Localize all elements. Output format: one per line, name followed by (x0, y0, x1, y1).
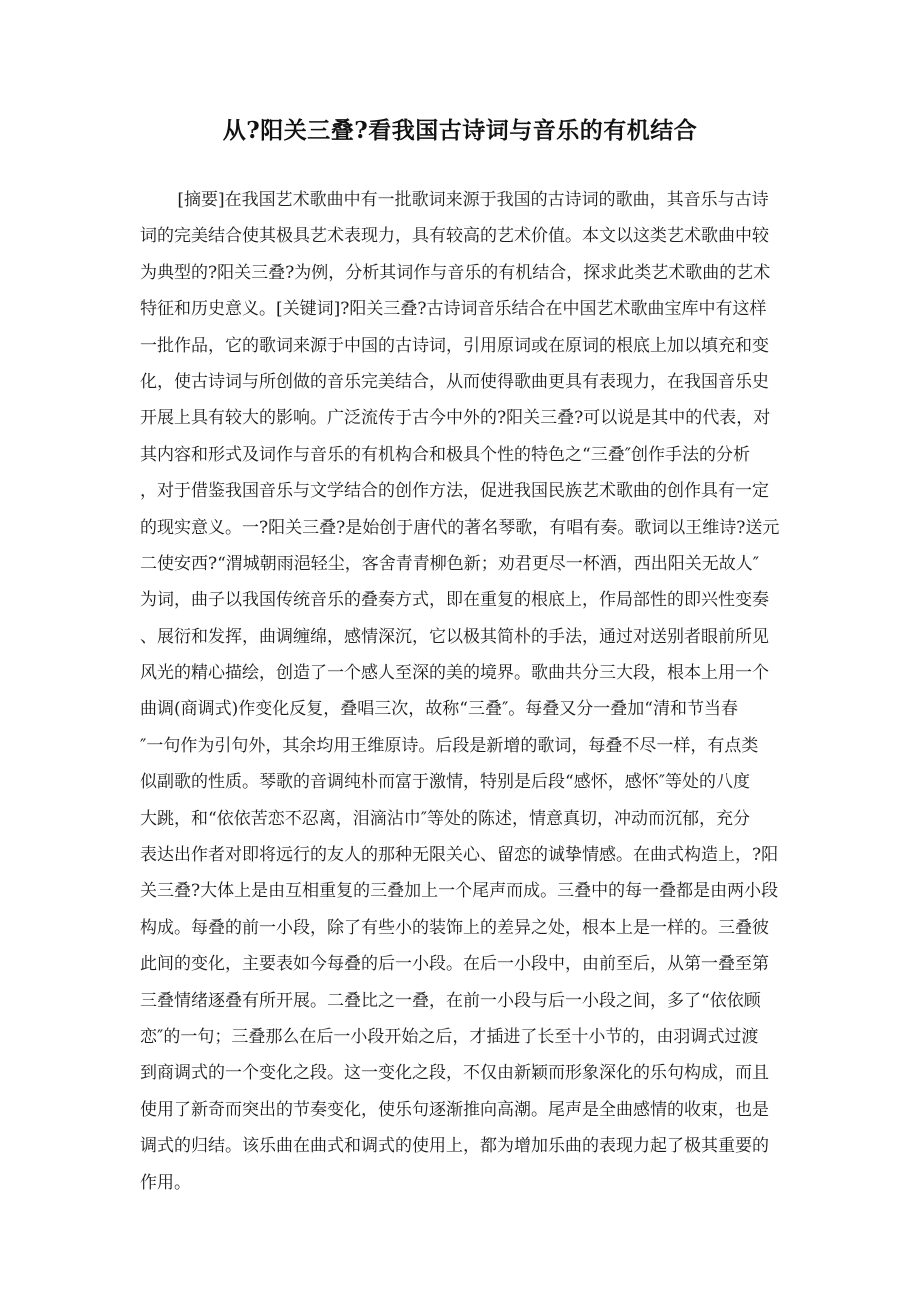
body-line: 作用。 (140, 1172, 191, 1193)
body-line: 此间的变化，主要表如今每叠的后一小段。在后一小段中，由前至后，从第一叠至第 (140, 954, 769, 975)
document-title: 从?阳关三叠?看我国古诗词与音乐的有机结合 (222, 117, 698, 144)
body-line: 表达出作者对即将远行的友人的那种无限关心、留恋的诚挚情感。在曲式构造上，?阳 (140, 845, 779, 866)
body-line: 开展上具有较大的影响。广泛流传于古今中外的?阳关三叠?可以说是其中的代表，对 (140, 408, 771, 429)
body-line: 调式的归结。该乐曲在曲式和调式的使用上，都为增加乐曲的表现力起了极其重要的 (140, 1136, 769, 1157)
body-line: 为典型的?阳关三叠?为例，分析其词作与音乐的有机结合，探求此类艺术歌曲的艺术 (140, 262, 771, 283)
body-line: 关三叠?大体上是由互相重复的三叠加上一个尾声而成。三叠中的每一叠都是由两小段 (140, 881, 779, 902)
body-line: 风光的精心描绘，创造了一个感人至深的美的境界。歌曲共分三大段，根本上用一个 (140, 663, 769, 684)
body-line: 特征和历史意义。[关键词]?阳关三叠?古诗词音乐结合在中国艺术歌曲宝库中有这样 (140, 299, 767, 320)
body-line: 恋″的一句；三叠那么在后一小段开始之后，才插进了长至十小节的，由羽调式过渡 (140, 1026, 759, 1047)
body-line: 构成。每叠的前一小段，除了有些小的装饰上的差异之处，根本上是一样的。三叠彼 (140, 917, 769, 938)
body-line: 一批作品，它的歌词来源于中国的古诗词，引用原词或在原词的根底上加以填充和变 (140, 335, 769, 356)
body-line: 使用了新奇而突出的节奏变化，使乐句逐渐推向高潮。尾声是全曲感情的收束，也是 (140, 1099, 769, 1120)
body-line: 三叠情绪逐叠有所开展。二叠比之一叠，在前一小段与后一小段之间，多了“依依顾 (140, 990, 761, 1011)
document-body (140, 182, 788, 1201)
body-line: 曲调(商调式)作变化反复，叠唱三次，故称“三叠″。每叠又分一叠加“清和节当春 (140, 699, 738, 720)
body-line: 大跳，和“依依苦恋不忍离，泪滴沾巾″等处的陈述，情意真切，冲动而沉郁，充分 (140, 808, 751, 829)
body-line: 为词，曲子以我国传统音乐的叠奏方式，即在重复的根底上，作局部性的即兴性变奏 (140, 590, 769, 611)
body-line: 似副歌的性质。琴歌的音调纯朴而富于激情，特别是后段“感怀，感怀″等处的八度 (140, 772, 751, 793)
body-line: ″一句作为引句外，其余均用王维原诗。后段是新增的歌词，每叠不尽一样，有点类 (140, 735, 759, 756)
body-line: ，对于借鉴我国音乐与文学结合的创作方法，促进我国民族艺术歌曲的创作具有一定 (140, 481, 769, 502)
body-line: 、展衍和发挥，曲调缠绵，感情深沉，它以极其简朴的手法，通过对送别者眼前所见 (140, 626, 769, 647)
body-line: 的现实意义。一?阳关三叠?是始创于唐代的著名琴歌，有唱有奏。歌词以王维诗?送元 (140, 517, 780, 538)
body-line: 词的完美结合使其极具艺术表现力，具有较高的艺术价值。本文以这类艺术歌曲中较 (140, 226, 769, 247)
body-line: 二使安西?“渭城朝雨浥轻尘，客舍青青柳色新；劝君更尽一杯酒，西出阳关无故人″ (140, 553, 760, 574)
body-line: 到商调式的一个变化之段。这一变化之段，不仅由新颖而形象深化的乐句构成，而且 (140, 1063, 769, 1084)
body-line: [摘要]在我国艺术歌曲中有一批歌词来源于我国的古诗词的歌曲，其音乐与古诗 (177, 190, 769, 210)
body-line: 其内容和形式及词作与音乐的有机构合和极具个性的特色之“三叠″创作手法的分析 (140, 444, 751, 465)
body-line: 化，使古诗词与所创做的音乐完美结合，从而使得歌曲更具有表现力，在我国音乐史 (140, 371, 769, 392)
